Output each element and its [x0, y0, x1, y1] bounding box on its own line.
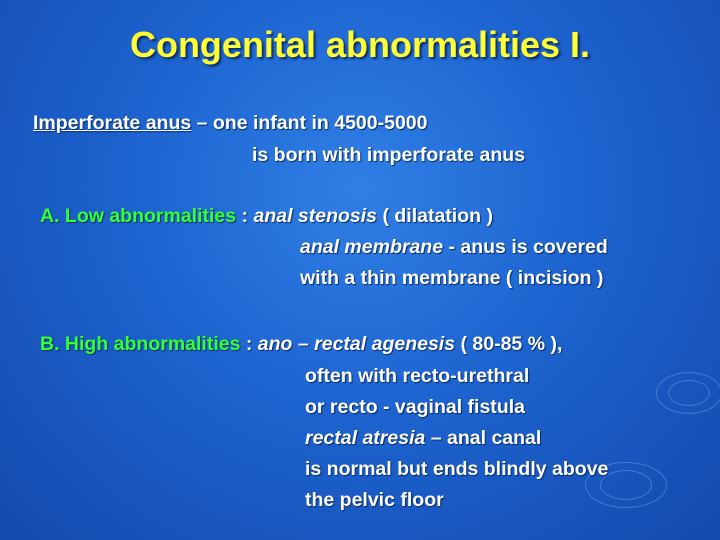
intro-text-1: – one infant in 4500-5000	[191, 112, 428, 134]
high-line-3	[305, 396, 525, 419]
rectal-atresia-detail: – anal canal	[425, 427, 542, 449]
agenesis-continuation-1: often with recto-urethral	[305, 365, 530, 387]
anal-membrane-term: anal membrane	[300, 236, 444, 258]
anal-membrane-detail: - anus is covered	[443, 236, 608, 258]
rectal-atresia-term: rectal atresia	[305, 427, 426, 449]
anal-membrane-continuation: with a thin membrane ( incision )	[300, 267, 604, 289]
intro-text-2: is born with imperforate anus	[252, 144, 526, 166]
agenesis-continuation-2: or recto - vaginal fistula	[305, 396, 525, 418]
anal-stenosis-detail: ( dilatation )	[377, 205, 493, 227]
anal-stenosis-term: anal stenosis	[253, 205, 378, 227]
intro-line-2	[252, 144, 525, 167]
background-ripple	[656, 372, 720, 414]
high-abnormalities-label: B. High abnormalities	[40, 333, 241, 355]
ano-rectal-agenesis-term: ano – rectal agenesis	[257, 333, 456, 355]
high-line-4	[305, 427, 541, 450]
low-separator: :	[236, 205, 254, 227]
ano-rectal-agenesis-detail: ( 80-85 % ),	[455, 333, 563, 355]
atresia-continuation-1: is normal but ends blindly above	[305, 458, 609, 480]
low-line-1	[40, 205, 493, 228]
high-line-2	[305, 365, 529, 388]
atresia-continuation-2: the pelvic floor	[305, 489, 444, 511]
intro-line-1	[33, 112, 427, 135]
high-line-5	[305, 458, 608, 481]
high-separator: :	[240, 333, 258, 355]
high-line-1	[40, 333, 562, 356]
low-line-2	[300, 236, 608, 259]
high-line-6	[305, 489, 444, 512]
low-abnormalities-label: A. Low abnormalities	[40, 205, 237, 227]
imperforate-anus-term: Imperforate anus	[33, 112, 192, 134]
low-line-3	[300, 267, 603, 290]
slide-title: Congenital abnormalities I.	[129, 24, 591, 65]
